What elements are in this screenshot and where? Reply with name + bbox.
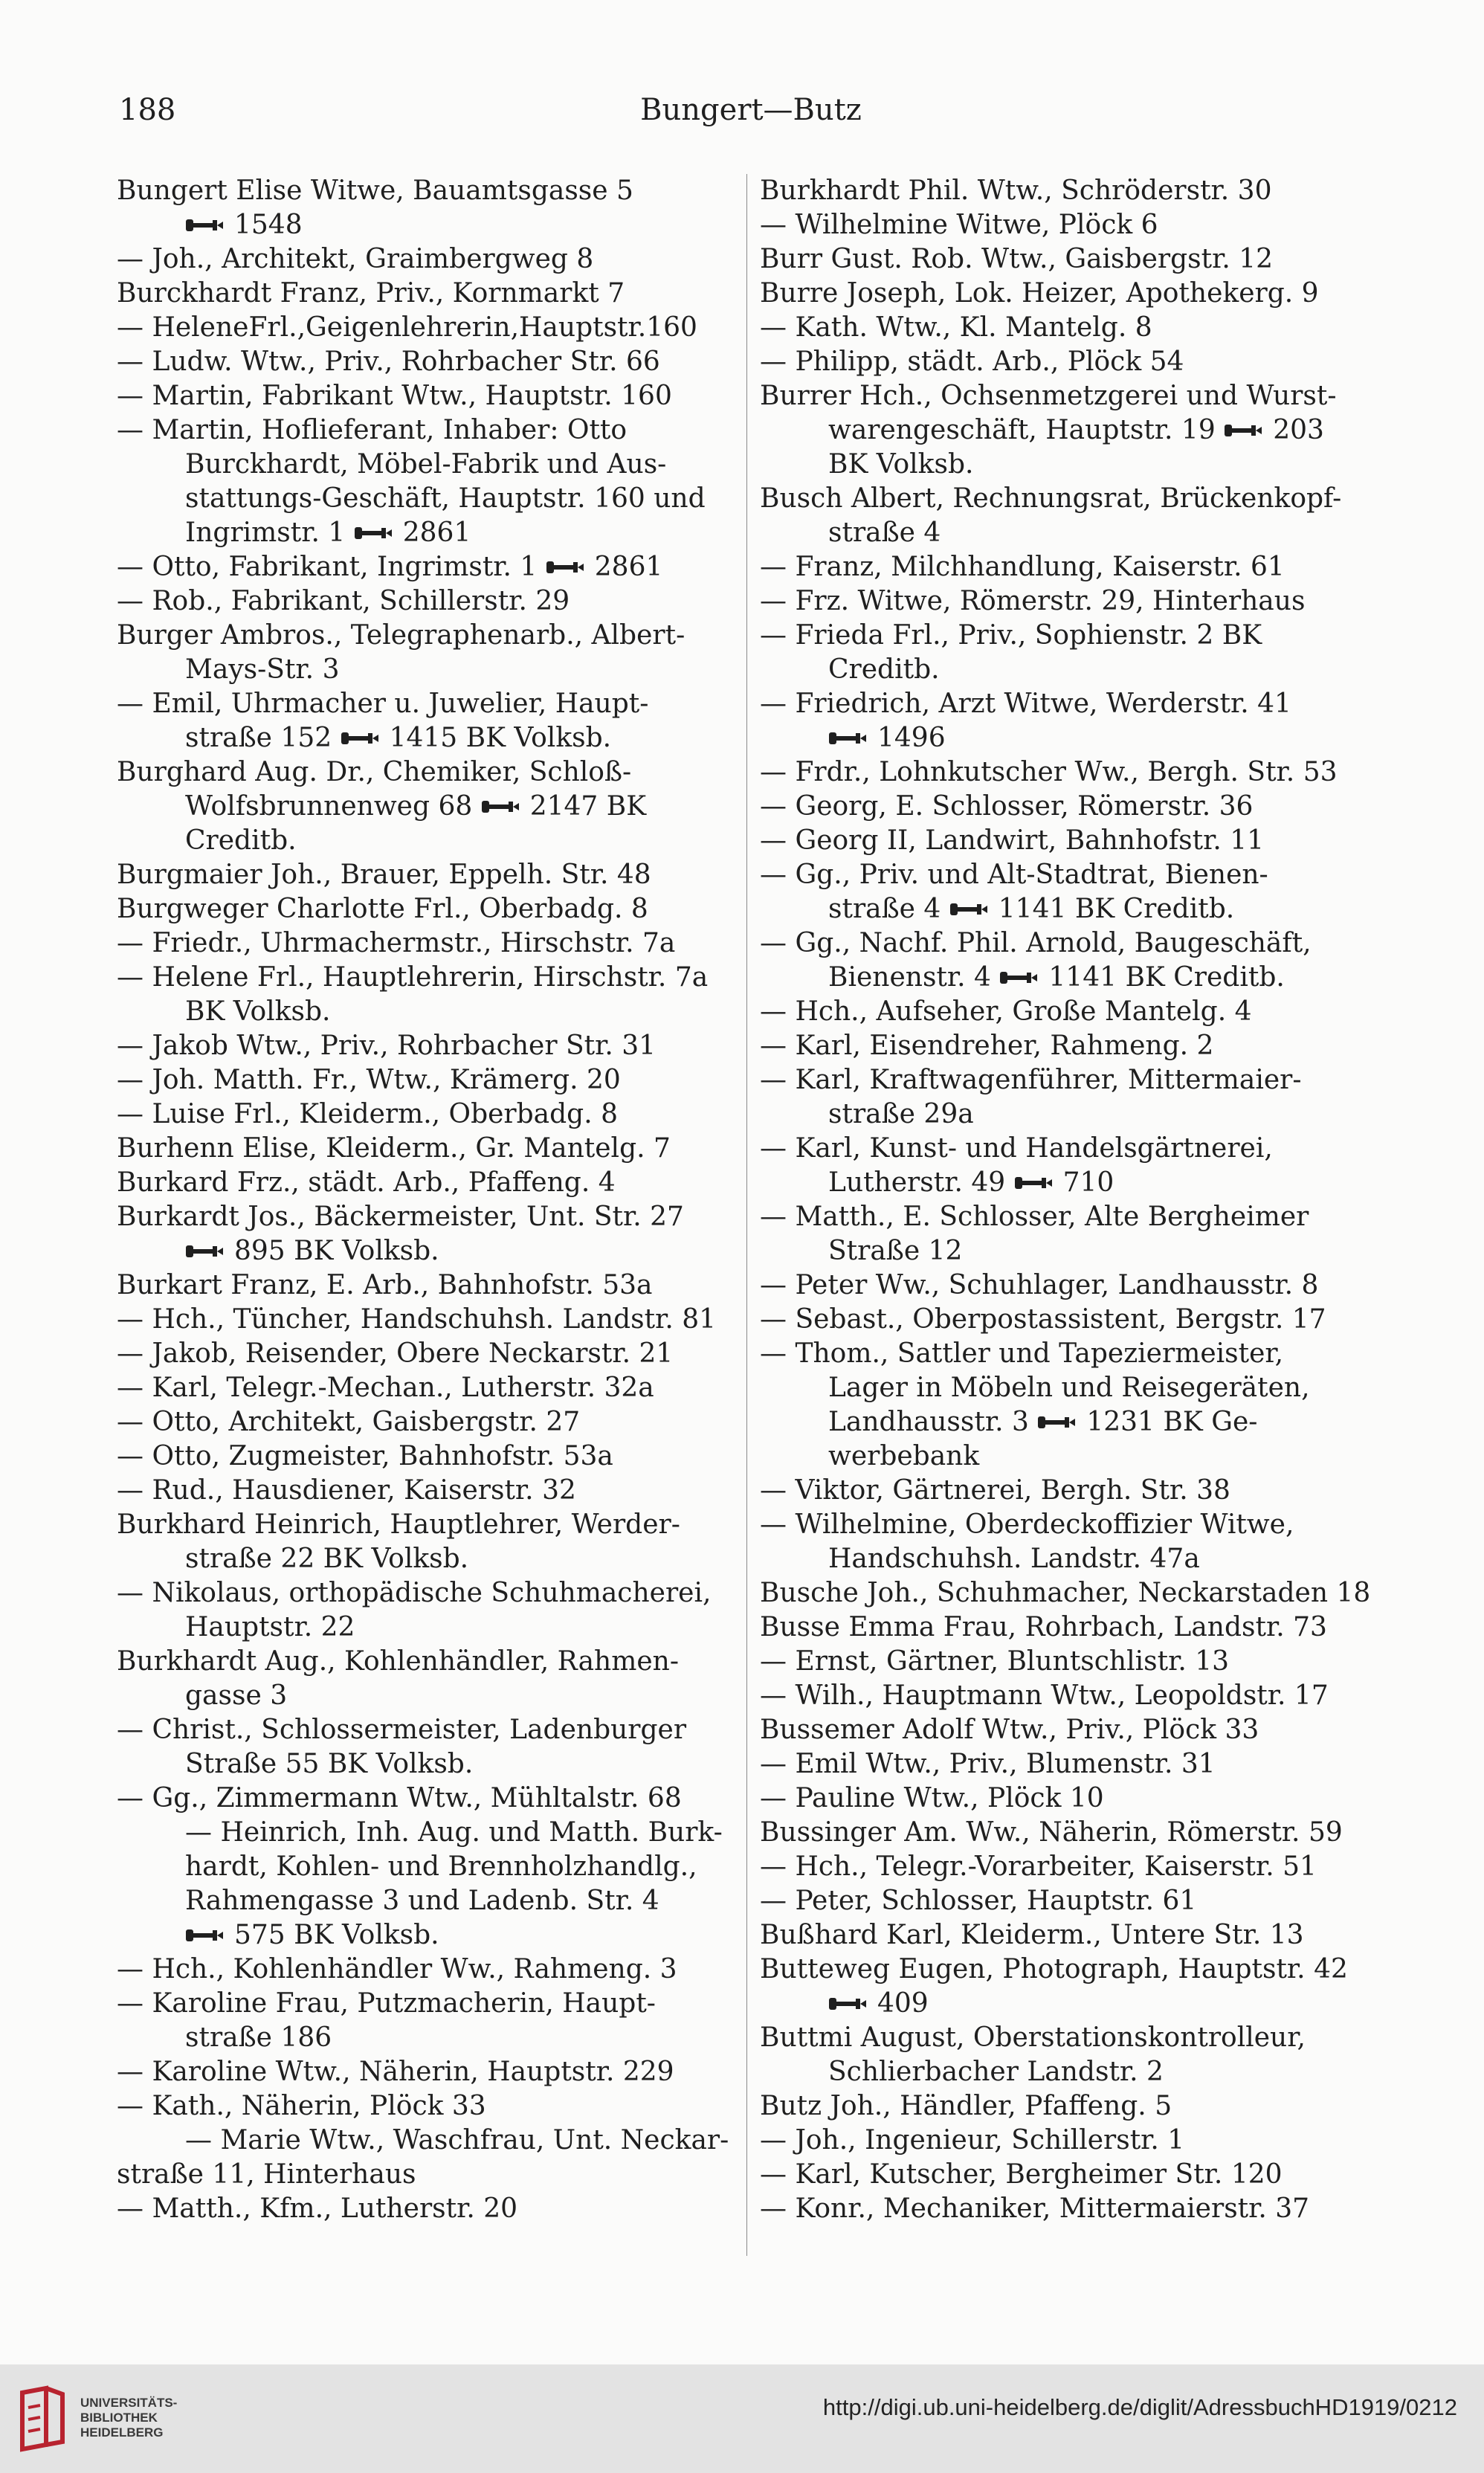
directory-line xyxy=(760,1713,1384,1747)
directory-line xyxy=(760,1371,1384,1405)
directory-line xyxy=(760,1816,1384,1850)
directory-line xyxy=(760,721,1384,755)
library-name-line: BIBLIOTHEK xyxy=(80,2411,158,2425)
entry-text: — Ernst, Gärtner, Bluntschlistr. 13 xyxy=(760,1646,1230,1677)
directory-line xyxy=(117,1371,738,1405)
entry-text: — Konr., Mechaniker, Mittermaierstr. 37 xyxy=(760,2193,1310,2224)
entry-text: Busse Emma Frau, Rohrbach, Landstr. 73 xyxy=(760,1612,1327,1642)
directory-line xyxy=(117,482,738,516)
running-head: Bungert—Butz xyxy=(640,93,862,127)
directory-line xyxy=(760,619,1384,653)
source-url-link[interactable]: http://digi.ub.uni-heidelberg.de/diglit/AdressbuchHD1919/0212 xyxy=(822,2394,1457,2420)
entry-text: stattungs-Geschäft, Hauptstr. 160 und xyxy=(185,483,706,514)
directory-line xyxy=(760,1132,1384,1166)
entry-text: — Friedr., Uhrmachermstr., Hirschstr. 7a xyxy=(117,928,676,958)
directory-line xyxy=(117,1166,738,1200)
directory-line xyxy=(760,1166,1384,1200)
entry-text: 1415 BK Volksb. xyxy=(389,723,612,753)
entry-text: Straße 55 BK Volksb. xyxy=(185,1749,474,1779)
entry-text: Bienenstr. 4 xyxy=(828,962,1000,993)
entry-text: 2861 xyxy=(594,552,663,582)
directory-line xyxy=(117,1200,738,1234)
entry-text: Burkard Frz., städt. Arb., Pfaffeng. 4 xyxy=(117,1167,616,1198)
entry-text: — Franz, Milchhandlung, Kaiserstr. 61 xyxy=(760,552,1285,582)
directory-line xyxy=(760,1303,1384,1337)
directory-line xyxy=(760,1884,1384,1918)
directory-line xyxy=(760,413,1384,448)
directory-line xyxy=(760,174,1384,208)
directory-line xyxy=(117,858,738,892)
entry-text: Creditb. xyxy=(185,825,297,856)
entry-text: — Friedrich, Arzt Witwe, Werderstr. 41 xyxy=(760,689,1291,719)
entry-text: Lutherstr. 49 xyxy=(828,1167,1014,1198)
entry-text: — Matth., E. Schlosser, Alte Bergheimer xyxy=(760,1202,1309,1232)
directory-line xyxy=(117,1268,738,1303)
telephone-icon xyxy=(828,1996,867,2012)
entry-text: Butteweg Eugen, Photograph, Hauptstr. 42 xyxy=(760,1954,1348,1984)
entry-text: straße 4 xyxy=(828,518,941,548)
directory-line xyxy=(760,1610,1384,1645)
entry-text: — Gg., Nachf. Phil. Arnold, Baugeschäft, xyxy=(760,928,1312,958)
directory-line xyxy=(117,619,738,653)
directory-line xyxy=(117,1610,738,1645)
directory-line xyxy=(117,277,738,311)
directory-line xyxy=(760,2089,1384,2124)
entry-text: — Martin, Fabrikant Wtw., Hauptstr. 160 xyxy=(117,381,672,411)
entry-text: — Karl, Eisendreher, Rahmeng. 2 xyxy=(760,1031,1214,1061)
library-name-line: UNIVERSITÄTS- xyxy=(80,2396,178,2410)
page-number: 188 xyxy=(119,93,176,127)
directory-line xyxy=(117,208,738,242)
directory-line xyxy=(760,2192,1384,2226)
entry-text: Burkardt Jos., Bäckermeister, Unt. Str. 27 xyxy=(117,1202,684,1232)
directory-line xyxy=(117,2158,738,2192)
entry-text: Buttmi August, Oberstationskontrolleur, xyxy=(760,2022,1306,2053)
entry-text: — Karl, Telegr.-Mechan., Lutherstr. 32a xyxy=(117,1373,654,1403)
directory-line xyxy=(760,2021,1384,2055)
directory-line xyxy=(117,961,738,995)
entry-text: Burckhardt Franz, Priv., Kornmarkt 7 xyxy=(117,278,625,309)
entry-text: — Gg., Priv. und Alt-Stadtrat, Bienen- xyxy=(760,860,1268,890)
directory-line xyxy=(760,516,1384,550)
directory-line xyxy=(117,1234,738,1268)
entry-text: 895 BK Volksb. xyxy=(234,1236,439,1266)
entry-text: Burgmaier Joh., Brauer, Eppelh. Str. 48 xyxy=(117,860,651,890)
entry-text: — Peter Ww., Schuhlager, Landhausstr. 8 xyxy=(760,1270,1319,1300)
entry-text: straße 29a xyxy=(828,1099,974,1129)
entry-text: 1141 BK Creditb. xyxy=(1048,962,1285,993)
directory-line xyxy=(760,379,1384,413)
entry-text: — Karoline Wtw., Näherin, Hauptstr. 229 xyxy=(117,2057,674,2087)
page-header xyxy=(119,88,1383,132)
entry-text: — Gg., Zimmermann Wtw., Mühltalstr. 68 xyxy=(117,1783,682,1813)
directory-line xyxy=(760,208,1384,242)
directory-line xyxy=(117,1029,738,1063)
directory-line xyxy=(117,1816,738,1850)
entry-text: Butz Joh., Händler, Pfaffeng. 5 xyxy=(760,2091,1172,2121)
entry-text: Mays-Str. 3 xyxy=(185,654,340,685)
entry-text: — Helene Frl., Hauptlehrerin, Hirschstr. 7a xyxy=(117,962,709,993)
entry-text: — Karoline Frau, Putzmacherin, Haupt- xyxy=(117,1988,656,2019)
entry-text: — Joh., Ingenieur, Schillerstr. 1 xyxy=(760,2125,1185,2156)
entry-text: — Frdr., Lohnkutscher Ww., Bergh. Str. 53 xyxy=(760,757,1338,787)
entry-text: — Ludw. Wtw., Priv., Rohrbacher Str. 66 xyxy=(117,346,660,377)
directory-line xyxy=(117,1918,738,1953)
telephone-icon xyxy=(1224,422,1262,439)
telephone-icon xyxy=(949,901,988,918)
directory-line xyxy=(760,584,1384,619)
entry-text: hardt, Kohlen- und Brennholzhandlg., xyxy=(185,1851,697,1882)
entry-text: — Karl, Kunst- und Handelsgärtnerei, xyxy=(760,1133,1273,1164)
left-column xyxy=(117,174,738,2226)
directory-line xyxy=(117,824,738,858)
directory-line xyxy=(117,1508,738,1542)
directory-line xyxy=(760,1063,1384,1097)
entry-text: — Luise Frl., Kleiderm., Oberbadg. 8 xyxy=(117,1099,619,1129)
entry-text: 710 xyxy=(1062,1167,1114,1198)
column-divider xyxy=(746,174,747,2256)
entry-text: Burkhardt Aug., Kohlenhändler, Rahmen- xyxy=(117,1646,680,1677)
directory-line xyxy=(760,448,1384,482)
directory-line xyxy=(117,1679,738,1713)
entry-text: — Kath., Näherin, Plöck 33 xyxy=(117,2091,486,2121)
directory-line xyxy=(117,311,738,345)
entry-text: werbebank xyxy=(828,1441,980,1471)
directory-line xyxy=(117,687,738,721)
entry-text: Burger Ambros., Telegraphenarb., Albert- xyxy=(117,620,685,651)
entry-text: — Hch., Aufseher, Große Mantelg. 4 xyxy=(760,996,1252,1027)
directory-line xyxy=(760,482,1384,516)
entry-text: — Matth., Kfm., Lutherstr. 20 xyxy=(117,2193,518,2224)
entry-text: Burgweger Charlotte Frl., Oberbadg. 8 xyxy=(117,894,648,924)
entry-text: — Emil, Uhrmacher u. Juwelier, Haupt- xyxy=(117,689,649,719)
directory-line xyxy=(760,1987,1384,2021)
entry-text: — Jakob Wtw., Priv., Rohrbacher Str. 31 xyxy=(117,1031,656,1061)
entry-text: — Marie Wtw., Waschfrau, Unt. Neckar- xyxy=(185,2125,729,2156)
entry-text: Lager in Möbeln und Reisegeräten, xyxy=(828,1373,1310,1403)
directory-line xyxy=(760,1097,1384,1132)
directory-line xyxy=(117,1405,738,1439)
directory-line xyxy=(760,1474,1384,1508)
entry-text: — Christ., Schlossermeister, Ladenburger xyxy=(117,1715,687,1745)
entry-text: 2147 BK xyxy=(529,791,647,822)
directory-line xyxy=(117,1645,738,1679)
entry-text: 409 xyxy=(877,1988,929,2019)
entry-text: — Rud., Hausdiener, Kaiserstr. 32 xyxy=(117,1475,576,1506)
directory-line xyxy=(760,1782,1384,1816)
entry-text: Burkart Franz, E. Arb., Bahnhofstr. 53a xyxy=(117,1270,653,1300)
directory-line xyxy=(117,1097,738,1132)
telephone-icon xyxy=(185,217,224,233)
directory-line xyxy=(760,311,1384,345)
entry-text: 1141 BK Creditb. xyxy=(998,894,1235,924)
directory-line xyxy=(760,1542,1384,1576)
entry-text: 575 BK Volksb. xyxy=(234,1920,439,1950)
entry-text: — Viktor, Gärtnerei, Bergh. Str. 38 xyxy=(760,1475,1230,1506)
entry-text: — Jakob, Reisender, Obere Neckarstr. 21 xyxy=(117,1338,674,1369)
directory-line xyxy=(760,1953,1384,1987)
entry-text: — Nikolaus, orthopädische Schuhmacherei, xyxy=(117,1578,712,1608)
directory-line xyxy=(117,242,738,277)
telephone-icon xyxy=(185,1243,224,1260)
directory-line xyxy=(117,755,738,790)
entry-text: — Emil Wtw., Priv., Blumenstr. 31 xyxy=(760,1749,1216,1779)
entry-text: Bungert Elise Witwe, Bauamtsgasse 5 xyxy=(117,175,633,206)
entry-text: BK Volksb. xyxy=(185,996,331,1027)
directory-line xyxy=(117,584,738,619)
entry-text: — Hch., Tüncher, Handschuhsh. Landstr. 81 xyxy=(117,1304,717,1335)
entry-text: — Pauline Wtw., Plöck 10 xyxy=(760,1783,1104,1813)
entry-text: Rahmengasse 3 und Ladenb. Str. 4 xyxy=(185,1886,659,1916)
directory-line xyxy=(760,1200,1384,1234)
entry-text: Burhenn Elise, Kleiderm., Gr. Mantelg. 7 xyxy=(117,1133,671,1164)
entry-text: — Wilh., Hauptmann Wtw., Leopoldstr. 17 xyxy=(760,1680,1329,1711)
directory-line xyxy=(117,1953,738,1987)
entry-text: — Joh., Architekt, Graimbergweg 8 xyxy=(117,244,594,274)
entry-text: — Otto, Architekt, Gaisbergstr. 27 xyxy=(117,1407,581,1437)
entry-text: Landhausstr. 3 xyxy=(828,1407,1038,1437)
entry-text: straße 4 xyxy=(828,894,949,924)
entry-text: Burghard Aug. Dr., Chemiker, Schloß- xyxy=(117,757,632,787)
entry-text: warengeschäft, Hauptstr. 19 xyxy=(828,415,1225,445)
entry-text: Ingrimstr. 1 xyxy=(185,518,354,548)
directory-line xyxy=(117,790,738,824)
directory-line xyxy=(760,1747,1384,1782)
entry-text: straße 11, Hinterhaus xyxy=(117,2159,416,2190)
entry-text: — Martin, Hoflieferant, Inhaber: Otto xyxy=(117,415,628,445)
entry-text: Wolfsbrunnenweg 68 xyxy=(185,791,481,822)
directory-line xyxy=(117,1884,738,1918)
library-logo-icon xyxy=(16,2385,68,2452)
telephone-icon xyxy=(1014,1175,1053,1191)
telephone-icon xyxy=(185,1927,224,1944)
directory-line xyxy=(760,2158,1384,2192)
directory-line xyxy=(760,1508,1384,1542)
directory-line xyxy=(117,413,738,448)
directory-line xyxy=(117,995,738,1029)
entry-text: Creditb. xyxy=(828,654,940,685)
directory-line xyxy=(760,1679,1384,1713)
telephone-icon xyxy=(828,730,867,747)
entry-text: Handschuhsh. Landstr. 47a xyxy=(828,1544,1200,1574)
entry-text: — Frieda Frl., Priv., Sophienstr. 2 BK xyxy=(760,620,1262,651)
directory-line xyxy=(760,242,1384,277)
directory-line xyxy=(117,926,738,961)
directory-line xyxy=(117,448,738,482)
directory-line xyxy=(760,1268,1384,1303)
entry-text: straße 186 xyxy=(185,2022,332,2053)
directory-line xyxy=(760,2055,1384,2089)
entry-text: — Georg, E. Schlosser, Römerstr. 36 xyxy=(760,791,1254,822)
entry-text: Burre Joseph, Lok. Heizer, Apothekerg. 9 xyxy=(760,278,1319,309)
telephone-icon xyxy=(481,799,520,815)
directory-line xyxy=(760,1439,1384,1474)
library-name-line: HEIDELBERG xyxy=(80,2425,164,2440)
directory-line xyxy=(760,926,1384,961)
entry-text: — Georg II, Landwirt, Bahnhofstr. 11 xyxy=(760,825,1265,856)
directory-line xyxy=(117,2192,738,2226)
right-column xyxy=(760,174,1384,2226)
directory-line xyxy=(760,2124,1384,2158)
directory-line xyxy=(117,892,738,926)
entry-text: Burkhardt Phil. Wtw., Schröderstr. 30 xyxy=(760,175,1272,206)
directory-line xyxy=(117,550,738,584)
directory-line xyxy=(760,995,1384,1029)
entry-text: — Heinrich, Inh. Aug. und Matth. Burk- xyxy=(185,1817,723,1848)
entry-text: — Hch., Telegr.-Vorarbeiter, Kaiserstr. 51 xyxy=(760,1851,1317,1882)
directory-line xyxy=(760,755,1384,790)
directory-line xyxy=(760,858,1384,892)
entry-text: Schlierbacher Landstr. 2 xyxy=(828,2057,1164,2087)
directory-line xyxy=(760,1918,1384,1953)
entry-text: — HeleneFrl.,Geigenlehrerin,Hauptstr.160 xyxy=(117,312,697,343)
entry-text: Bußhard Karl, Kleiderm., Untere Str. 13 xyxy=(760,1920,1304,1950)
directory-line xyxy=(117,721,738,755)
entry-text: straße 22 BK Volksb. xyxy=(185,1544,469,1574)
entry-text: Busch Albert, Rechnungsrat, Brückenkopf- xyxy=(760,483,1342,514)
entry-text: straße 152 xyxy=(185,723,341,753)
entry-text: — Wilhelmine, Oberdeckoffizier Witwe, xyxy=(760,1509,1294,1540)
telephone-icon xyxy=(341,730,379,747)
directory-line xyxy=(117,1850,738,1884)
entry-text: — Philipp, städt. Arb., Plöck 54 xyxy=(760,346,1184,377)
directory-line xyxy=(117,345,738,379)
entry-text: 1496 xyxy=(877,723,946,753)
telephone-icon xyxy=(354,525,393,541)
entry-text: — Otto, Zugmeister, Bahnhofstr. 53a xyxy=(117,1441,613,1471)
directory-line xyxy=(760,1850,1384,1884)
entry-text: 1231 BK Ge- xyxy=(1086,1407,1258,1437)
directory-line xyxy=(117,174,738,208)
entry-text: — Kath. Wtw., Kl. Mantelg. 8 xyxy=(760,312,1152,343)
entry-text: Burrer Hch., Ochsenmetzgerei und Wurst- xyxy=(760,381,1337,411)
entry-text: 203 xyxy=(1273,415,1324,445)
directory-line xyxy=(117,379,738,413)
entry-text: gasse 3 xyxy=(185,1680,288,1711)
entry-text: — Frz. Witwe, Römerstr. 29, Hinterhaus xyxy=(760,586,1306,616)
directory-line xyxy=(760,892,1384,926)
entry-text: 1548 xyxy=(234,210,303,240)
telephone-icon xyxy=(1037,1414,1076,1431)
entry-text: Burkhard Heinrich, Hauptlehrer, Werder- xyxy=(117,1509,680,1540)
directory-line xyxy=(117,1542,738,1576)
directory-line xyxy=(117,1713,738,1747)
directory-line xyxy=(117,1576,738,1610)
directory-line xyxy=(117,1132,738,1166)
entry-text: BK Volksb. xyxy=(828,449,974,480)
entry-text: — Hch., Kohlenhändler Ww., Rahmeng. 3 xyxy=(117,1954,677,1984)
directory-line xyxy=(760,790,1384,824)
directory-line xyxy=(760,277,1384,311)
entry-text: — Thom., Sattler und Tapeziermeister, xyxy=(760,1338,1284,1369)
directory-line xyxy=(117,1474,738,1508)
entry-text: 2861 xyxy=(402,518,471,548)
entry-text: Straße 12 xyxy=(828,1236,963,1266)
directory-line xyxy=(117,1303,738,1337)
entry-text: — Peter, Schlosser, Hauptstr. 61 xyxy=(760,1886,1197,1916)
directory-line xyxy=(117,1747,738,1782)
entry-text: — Sebast., Oberpostassistent, Bergstr. 17 xyxy=(760,1304,1326,1335)
entry-text: — Karl, Kutscher, Bergheimer Str. 120 xyxy=(760,2159,1283,2190)
footer-bar xyxy=(0,2364,1484,2473)
directory-line xyxy=(117,2021,738,2055)
directory-line xyxy=(117,2124,738,2158)
entry-text: Bussemer Adolf Wtw., Priv., Plöck 33 xyxy=(760,1715,1259,1745)
entry-text: Bussinger Am. Ww., Näherin, Römerstr. 59 xyxy=(760,1817,1343,1848)
directory-line xyxy=(117,516,738,550)
directory-line xyxy=(760,1337,1384,1371)
directory-line xyxy=(117,1439,738,1474)
entry-text: — Karl, Kraftwagenführer, Mittermaier- xyxy=(760,1065,1302,1095)
directory-line xyxy=(760,550,1384,584)
entry-text: Busche Joh., Schuhmacher, Neckarstaden 18 xyxy=(760,1578,1371,1608)
entry-text: — Joh. Matth. Fr., Wtw., Krämerg. 20 xyxy=(117,1065,621,1095)
entry-text: — Wilhelmine Witwe, Plöck 6 xyxy=(760,210,1158,240)
telephone-icon xyxy=(999,970,1038,986)
directory-line xyxy=(760,1234,1384,1268)
telephone-icon xyxy=(546,559,584,575)
directory-line xyxy=(117,2089,738,2124)
directory-line xyxy=(760,961,1384,995)
directory-line xyxy=(760,653,1384,687)
entry-text: Burr Gust. Rob. Wtw., Gaisbergstr. 12 xyxy=(760,244,1274,274)
directory-line xyxy=(117,1782,738,1816)
directory-line xyxy=(117,1337,738,1371)
directory-line xyxy=(760,1645,1384,1679)
directory-line xyxy=(117,2055,738,2089)
directory-line xyxy=(117,1987,738,2021)
entry-text: Burckhardt, Möbel-Fabrik und Aus- xyxy=(185,449,667,480)
directory-line xyxy=(117,653,738,687)
directory-line xyxy=(117,1063,738,1097)
entry-text: — Rob., Fabrikant, Schillerstr. 29 xyxy=(117,586,570,616)
directory-line xyxy=(760,687,1384,721)
directory-line xyxy=(760,1576,1384,1610)
directory-line xyxy=(760,1029,1384,1063)
entry-text: Hauptstr. 22 xyxy=(185,1612,355,1642)
directory-line xyxy=(760,345,1384,379)
entry-text: — Otto, Fabrikant, Ingrimstr. 1 xyxy=(117,552,546,582)
directory-line xyxy=(760,1405,1384,1439)
directory-line xyxy=(760,824,1384,858)
library-name xyxy=(80,2396,177,2440)
